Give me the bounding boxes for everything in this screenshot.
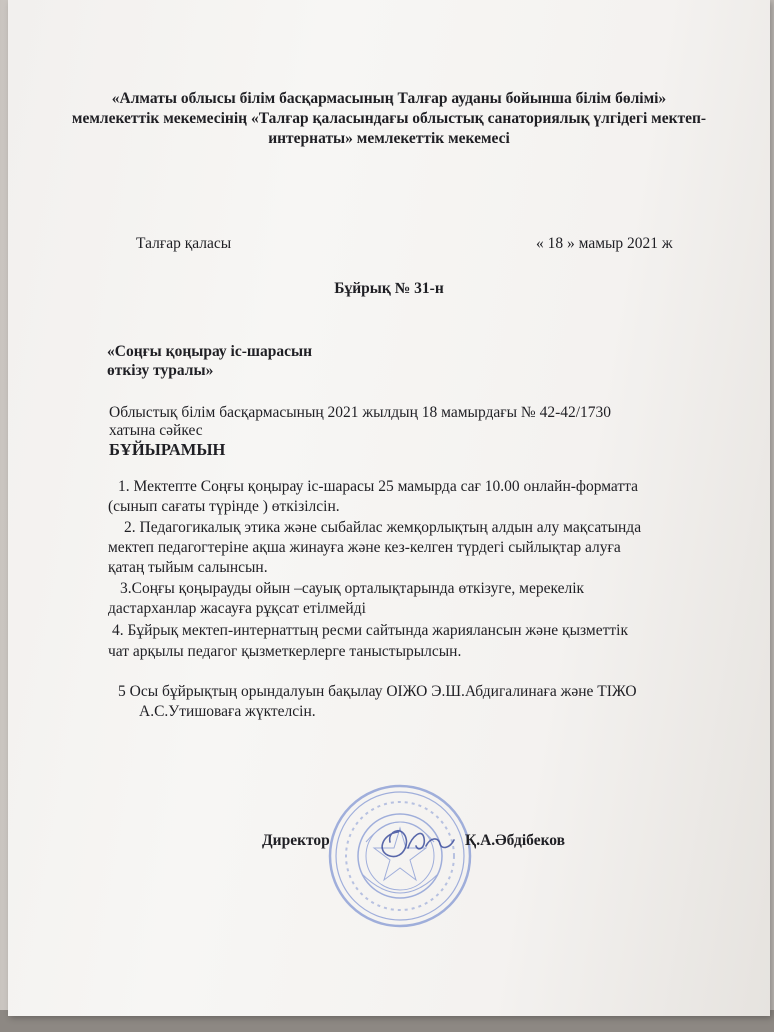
- basis-line-2: хатына сәйкес: [109, 422, 203, 439]
- item-1-line-2: (сынып сағаты түрінде ) өткізілсін.: [108, 498, 340, 515]
- header-line-1: «Алматы облысы білім басқармасының Талғар ауданы бойынша білім бөлімі»: [111, 90, 667, 107]
- item-3-line-2: дастарханлар жасауға рұқсат етілмейді: [108, 600, 366, 617]
- document-page: [8, 0, 770, 1016]
- item-2-line-2: мектеп педагогтеріне ақша жинауға және кез-келген түрдегі сыйлықтар алуға: [108, 539, 621, 556]
- subject-line-2: өткізу туралы»: [107, 362, 214, 379]
- command-word: БҰЙЫРАМЫН: [109, 440, 226, 459]
- item-2-line-1: 2. Педагогикалық этика және сыбайлас жемқорлықтың алдын алу мақсатында: [124, 519, 642, 536]
- item-4-line-2: чат арқылы педагог қызметкерлерге таныстырылсын.: [108, 643, 462, 660]
- item-5-line-1: 5 Осы бұйрықтың орындалуын бақылау ОІЖО Э.Ш.Абдигалинаға және ТІЖО: [118, 683, 637, 700]
- item-4-line-1: 4. Бұйрық мектеп-интернаттың ресми сайтында жариялансын және қызметтік: [112, 622, 628, 639]
- item-2-line-3: қатаң тыйым салынсын.: [108, 559, 268, 576]
- director-name: Қ.А.Әбдібеков: [465, 832, 566, 849]
- subject-line-1: «Соңғы қоңырау іс-шарасын: [107, 343, 313, 360]
- order-title: Бұйрық № 31-н: [334, 280, 444, 297]
- header-line-2: мемлекеттік мекемесінің «Талғар қаласындағы облыстық санаториялық үлгідегі мектеп-: [71, 110, 707, 127]
- basis-line-1: Облыстық білім басқармасының 2021 жылдың 18 мамырдағы № 42-42/1730: [109, 404, 612, 421]
- header-line-3: интернаты» мемлекеттік мекемесі: [268, 130, 510, 147]
- item-5-line-2: А.С.Утишоваға жүктелсін.: [139, 703, 316, 720]
- place-label: Талғар қаласы: [136, 235, 232, 252]
- director-title: Директор: [262, 832, 330, 849]
- handwritten-signature: [368, 818, 468, 864]
- item-1-line-1: 1. Мектепте Соңғы қоңырау іс-шарасы 25 мамырда сағ 10.00 онлайн-форматта: [118, 478, 639, 495]
- item-3-line-1: 3.Соңғы қоңырауды ойын –сауық орталықтарында өткізуге, мерекелік: [120, 580, 585, 597]
- order-date: « 18 » мамыр 2021 ж: [536, 235, 673, 252]
